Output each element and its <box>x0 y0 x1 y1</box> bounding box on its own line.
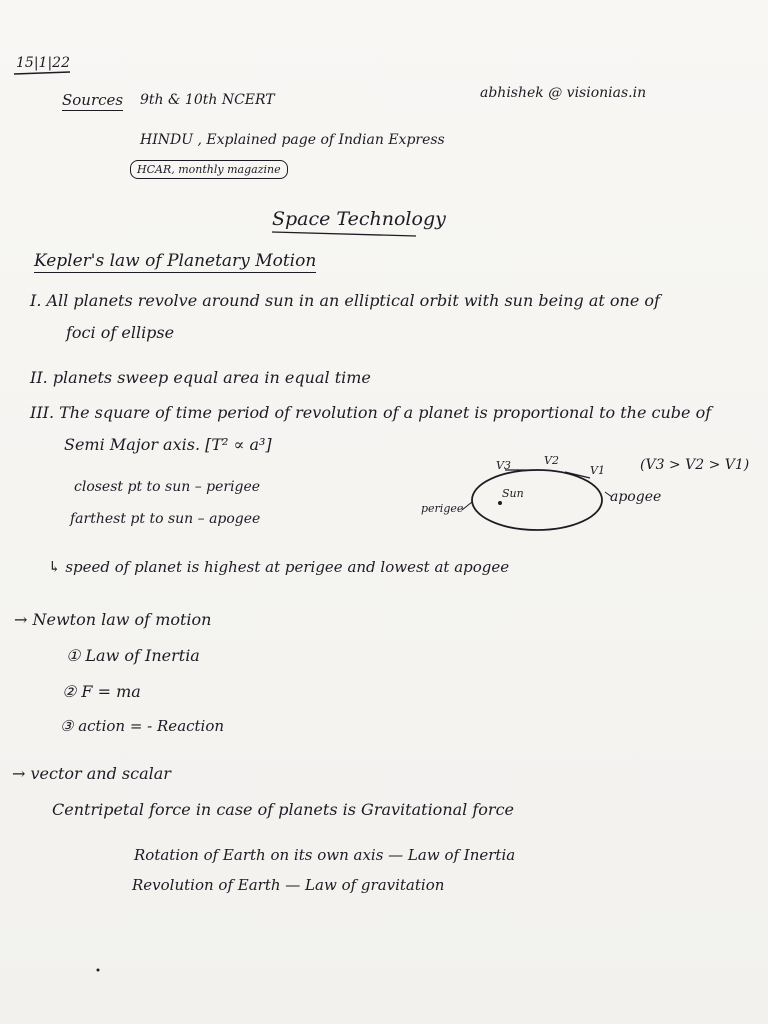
kepler-law-3b: Semi Major axis. [T² ∝ a³] <box>64 435 272 454</box>
page-title: Space Technology <box>272 208 446 230</box>
sun-dot <box>498 501 502 505</box>
source-line-1: 9th & 10th NCERT <box>140 92 275 108</box>
date: 15|1|22 <box>16 55 70 71</box>
title-underline <box>272 232 416 236</box>
perigee-pointer <box>462 502 472 510</box>
label-sun: Sun <box>502 487 524 500</box>
kepler-law-1b: foci of ellipse <box>66 323 175 342</box>
vector-heading: → vector and scalar <box>12 764 171 783</box>
label-apogee: apogee <box>610 489 662 505</box>
orbit-ellipse <box>472 470 602 530</box>
label-v3: V3 <box>496 459 511 472</box>
kepler-heading: Kepler's law of Planetary Motion <box>34 251 317 271</box>
newton-heading: → Newton law of motion <box>14 610 212 629</box>
centripetal-note: Centripetal force in case of planets is Gravitational force <box>52 800 514 819</box>
label-perigee: perigee <box>421 502 464 515</box>
closest-point: closest pt to sun – perigee <box>74 479 261 495</box>
sources-label: Sources <box>62 91 124 109</box>
label-v1: V1 <box>590 464 605 477</box>
kepler-law-3a: III. The square of time period of revolution of a planet is proportional to the cube of <box>30 403 712 422</box>
kepler-law-1a: I. All planets revolve around sun in an elliptical orbit with sun being at one of <box>30 291 660 310</box>
stray-dot <box>97 969 100 972</box>
source-line-3: HCAR, monthly magazine <box>130 160 288 179</box>
newton-law-1: ① Law of Inertia <box>66 646 200 665</box>
date-underline <box>14 72 70 74</box>
email: abhishek @ visionias.in <box>480 85 647 101</box>
revolution-note: Revolution of Earth — Law of gravitation <box>132 876 445 894</box>
kepler-law-2: II. planets sweep equal area in equal time <box>30 368 371 387</box>
velocity-relation: (V3 > V2 > V1) <box>640 457 750 473</box>
speed-note: ↳ speed of planet is highest at perigee and lowest at apogee <box>48 558 510 576</box>
newton-law-2: ② F = ma <box>62 682 141 701</box>
rotation-note: Rotation of Earth on its own axis — Law of Inertia <box>134 846 516 864</box>
source-line-2: HINDU , Explained page of Indian Express <box>140 132 445 148</box>
newton-law-3: ③ action = - Reaction <box>60 717 225 735</box>
farthest-point: farthest pt to sun – apogee <box>70 511 261 527</box>
label-v2: V2 <box>544 454 559 467</box>
